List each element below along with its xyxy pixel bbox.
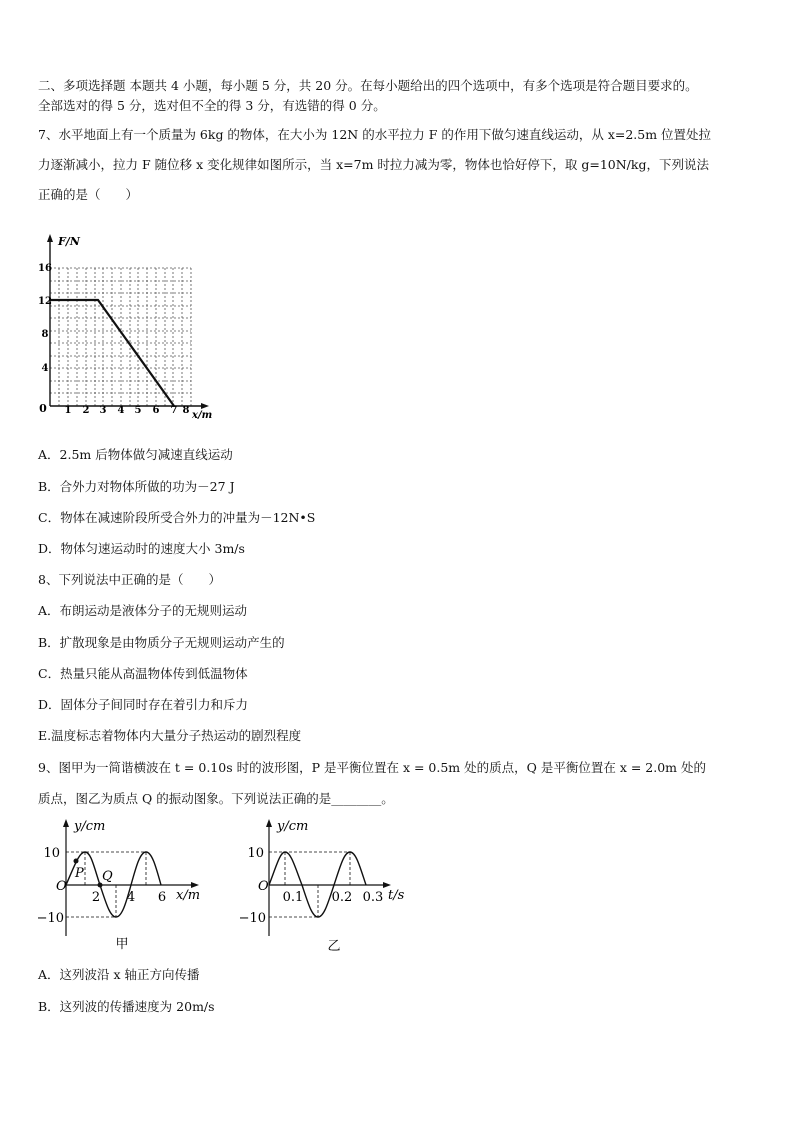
origin-label: 0	[39, 402, 47, 415]
q8-option-b: B．扩散现象是由物质分子无规则运动产生的	[38, 635, 285, 650]
q8-option-e: E.温度标志着物体内大量分子热运动的剧烈程度	[38, 728, 302, 743]
x-tick-label: 4	[117, 405, 125, 416]
x-tick-label: 4	[126, 890, 136, 905]
figure-caption: 甲	[115, 937, 129, 952]
x-tick-label: 3	[99, 405, 107, 416]
vibration-graph-b	[236, 815, 412, 955]
y-axis-arrow-icon	[63, 819, 69, 827]
point-p-label: P	[75, 866, 84, 881]
y-tick-label: 4	[41, 363, 49, 374]
q9-stem-line-2: 质点，图乙为质点 Q 的振动图象。下列说法正确的是________。	[38, 791, 394, 806]
q7-option-d: D．物体匀速运动时的速度大小 3m/s	[38, 541, 245, 556]
y-axis-arrow-icon	[266, 819, 272, 827]
q7-stem-line-3: 正确的是（ ）	[38, 187, 139, 202]
x-axis-label: x/m	[192, 410, 213, 421]
q7-option-c: C．物体在减速阶段所受合外力的冲量为－12N•S	[38, 510, 316, 525]
t-tick-label: 0.3	[362, 890, 384, 905]
y-axis-arrow-icon	[47, 234, 53, 242]
x-tick-label: 1	[64, 405, 72, 416]
x-tick-label: 6	[152, 405, 160, 416]
x-tick-label: 2	[91, 890, 101, 905]
t-tick-label: 0.1	[282, 890, 304, 905]
q8-option-c: C．热量只能从高温物体传到低温物体	[38, 666, 248, 681]
x-axis-label: t/s	[388, 888, 405, 903]
q8-option-a: A．布朗运动是液体分子的无规则运动	[38, 603, 248, 618]
t-tick-label: 0.2	[331, 890, 353, 905]
q7-stem-line-1: 7、水平地面上有一个质量为 6kg 的物体，在大小为 12N 的水平拉力 F 的作用下做匀速直线运动，从 x=2.5m 位置处拉	[38, 127, 712, 142]
waveform-graph-a	[34, 815, 220, 955]
x-tick-label: 6	[157, 890, 167, 905]
chart-grid	[50, 268, 191, 406]
q8-stem: 8、下列说法中正确的是（ ）	[38, 572, 221, 587]
x-tick-label: 2	[82, 405, 90, 416]
q7-stem-line-2: 力逐渐减小，拉力 F 随位移 x 变化规律如图所示，当 x=7m 时拉力减为零，物体也恰好停下，取 g=10N/kg，下列说法	[38, 157, 709, 172]
figure-caption: 乙	[327, 939, 341, 954]
origin-label: O	[258, 879, 269, 894]
y-axis-label: y/cm	[277, 819, 309, 834]
force-displacement-chart	[34, 230, 224, 422]
q9-stem-line-1: 9、图甲为一简谐横波在 t = 0.10s 时的波形图，P 是平衡位置在 x = 0.5m 处的质点，Q 是平衡位置在 x = 2.0m 处的	[38, 760, 706, 775]
section-title-line-1: 二、多项选择题 本题共 4 小题，每小题 5 分，共 20 分。在每小题给出的四个选项中，有多个选项是符合题目要求的。	[38, 78, 698, 93]
x-axis-arrow-icon	[201, 403, 209, 409]
x-tick-label: 8	[182, 405, 190, 416]
q8-option-d: D．固体分子间同时存在着引力和斥力	[38, 697, 249, 712]
q9-option-b: B．这列波的传播速度为 20m/s	[38, 999, 215, 1014]
q9-option-a: A．这列波沿 x 轴正方向传播	[38, 967, 200, 982]
section-title-line-2: 全部选对的得 5 分，选对但不全的得 3 分，有选错的得 0 分。	[38, 98, 386, 113]
y-tick-bottom: −10	[238, 911, 266, 926]
x-tick-label: 7	[170, 405, 178, 416]
y-tick-top: 10	[43, 846, 60, 861]
y-tick-label: 12	[38, 296, 52, 307]
y-tick-label: 16	[38, 263, 52, 274]
q7-option-b: B．合外力对物体所做的功为－27 J	[38, 479, 235, 494]
y-axis-label: y/cm	[74, 819, 106, 834]
origin-label: O	[56, 879, 67, 894]
y-tick-label: 8	[41, 329, 49, 340]
point-q-label: Q	[102, 869, 113, 884]
x-axis-label: x/m	[176, 888, 201, 903]
y-tick-bottom: −10	[36, 911, 64, 926]
point-p	[74, 859, 79, 864]
q7-option-a: A．2.5m 后物体做匀减速直线运动	[38, 447, 233, 462]
x-tick-label: 5	[134, 405, 142, 416]
y-tick-top: 10	[247, 846, 264, 861]
y-axis-label: F/N	[58, 235, 80, 248]
